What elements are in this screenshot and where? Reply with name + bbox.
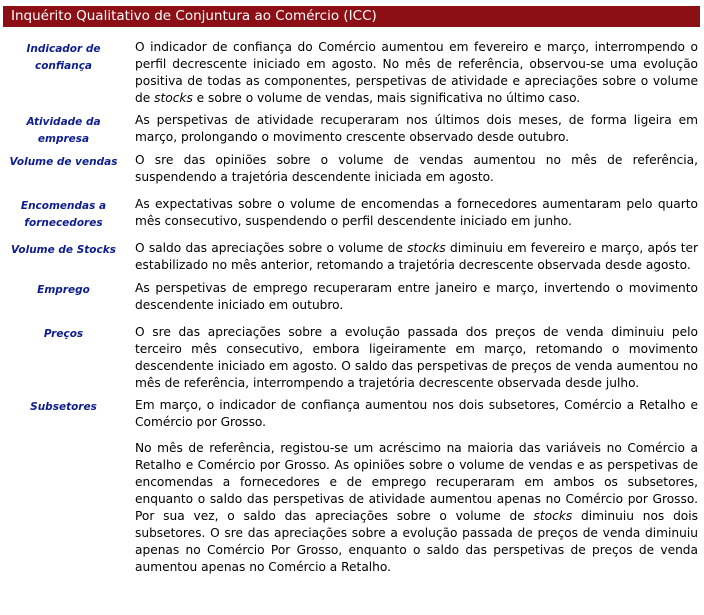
- section-label-line: Atividade da: [26, 116, 101, 128]
- emphasis-run: stocks: [154, 91, 193, 105]
- report-body: [0, 39, 704, 576]
- section-row: [0, 240, 704, 274]
- section-label-line: Volume de vendas: [9, 156, 118, 168]
- paragraph: [135, 152, 698, 186]
- text-run: O indicador de confiança do Comércio aumentou em fevereiro e março, interrompendo o perfil decrescente iniciado em agosto. No mês de referência, observou-se uma evolução positiva de todas as componentes, perspetivas de atividade e apreciações sobre o volume de: [135, 40, 698, 105]
- section-label: [0, 152, 127, 186]
- section-label-line: Indicador de: [26, 43, 101, 55]
- section-text: [135, 112, 698, 148]
- section-label: [0, 39, 127, 107]
- text-run: O saldo das apreciações sobre o volume de: [135, 241, 408, 255]
- text-run: As expectativas sobre o volume de encomendas a fornecedores aumentaram pelo quarto mês consecutivo, suspendendo o perfil descendente iniciado em junho.: [135, 197, 698, 228]
- section-row: [0, 196, 704, 232]
- paragraph: [135, 39, 698, 107]
- section-label: [0, 196, 127, 232]
- section-row: [0, 397, 704, 576]
- section-row: [0, 324, 704, 392]
- text-run: No mês de referência, registou-se um acréscimo na maioria das variáveis no Comércio a Retalho e Comércio por Grosso. As opiniões sobre o volume de vendas e as perspetivas de encomendas a fornecedores e de emprego recuperaram em ambos os subsetores, enquanto o saldo das perspetivas de atividade aumentou apenas no Comércio por Grosso. Por sua vez, o saldo das apreciações sobre o volume de: [135, 441, 698, 523]
- section-text: [135, 397, 698, 576]
- text-run: diminuiu nos dois subsetores. O sre das apreciações sobre a evolução passada de preços de venda diminuiu apenas no Comércio Por Grosso, enquanto o saldo das perspetivas de preços de venda aumentou apenas no Comércio a Retalho.: [135, 509, 698, 574]
- section-label: [0, 397, 127, 576]
- section-label-line: empresa: [37, 133, 90, 145]
- section-label-line: Encomendas a: [20, 200, 107, 212]
- emphasis-run: stocks: [533, 509, 573, 523]
- section-gap: [0, 186, 704, 196]
- section-row: [0, 112, 704, 148]
- report-title: Inquérito Qualitativo de Conjuntura ao Comércio (ICC): [11, 8, 377, 24]
- section-label: [0, 112, 127, 148]
- section-text: [135, 152, 698, 186]
- section-row: [0, 152, 704, 186]
- section-row: [0, 39, 704, 107]
- section-text: [135, 196, 698, 232]
- section-label-line: fornecedores: [24, 217, 103, 229]
- section-label-line: Preços: [43, 328, 84, 340]
- section-label: [0, 280, 127, 314]
- report-title-bar: [3, 6, 700, 27]
- paragraph: [135, 240, 698, 274]
- section-gap: [0, 314, 704, 324]
- text-run: As perspetivas de emprego recuperaram entre janeiro e março, invertendo o movimento descendente iniciado em outubro.: [135, 281, 698, 312]
- section-label-line: Emprego: [37, 284, 90, 296]
- section-text: [135, 39, 698, 107]
- paragraph: [135, 280, 698, 314]
- section-gap: [0, 232, 704, 240]
- text-run: As perspetivas de atividade recuperaram nos últimos dois meses, de forma ligeira em março, prolongando o movimento crescente observado desde outubro.: [135, 113, 698, 144]
- paragraph: [135, 196, 698, 230]
- emphasis-run: stocks: [407, 241, 446, 255]
- section-row: [0, 280, 704, 314]
- paragraph: [135, 112, 698, 146]
- section-label-line: confiança: [34, 60, 93, 72]
- text-run: diminuiu em fevereiro e março, após ter estabilizado no mês anterior, retomando a trajetória decrescente observada desde agosto.: [135, 241, 698, 272]
- section-label: [0, 240, 127, 274]
- section-label: [0, 324, 127, 392]
- paragraph: [135, 397, 698, 431]
- text-run: O sre das apreciações sobre a evolução passada dos preços de venda diminuiu pelo terceiro mês consecutivo, embora ligeiramente em março, retomando o movimento descendente iniciado em agosto. O saldo das perspetivas de preços de venda aumentou no mês de referência, interrompendo a trajetória decrescente observada desde julho.: [135, 325, 698, 390]
- paragraph: [135, 440, 698, 576]
- paragraph: [135, 324, 698, 392]
- text-run: O sre das opiniões sobre o volume de vendas aumentou no mês de referência, suspendendo a trajetória descendente iniciada em agosto.: [135, 153, 698, 184]
- section-text: [135, 240, 698, 274]
- text-run: Em março, o indicador de confiança aumentou nos dois subsetores, Comércio a Retalho e Comércio por Grosso.: [135, 398, 698, 429]
- section-label-line: Subsetores: [30, 401, 97, 413]
- text-run: e sobre o volume de vendas, mais significativa no último caso.: [192, 91, 581, 105]
- section-text: [135, 324, 698, 392]
- section-text: [135, 280, 698, 314]
- section-label-line: Volume de Stocks: [11, 244, 116, 256]
